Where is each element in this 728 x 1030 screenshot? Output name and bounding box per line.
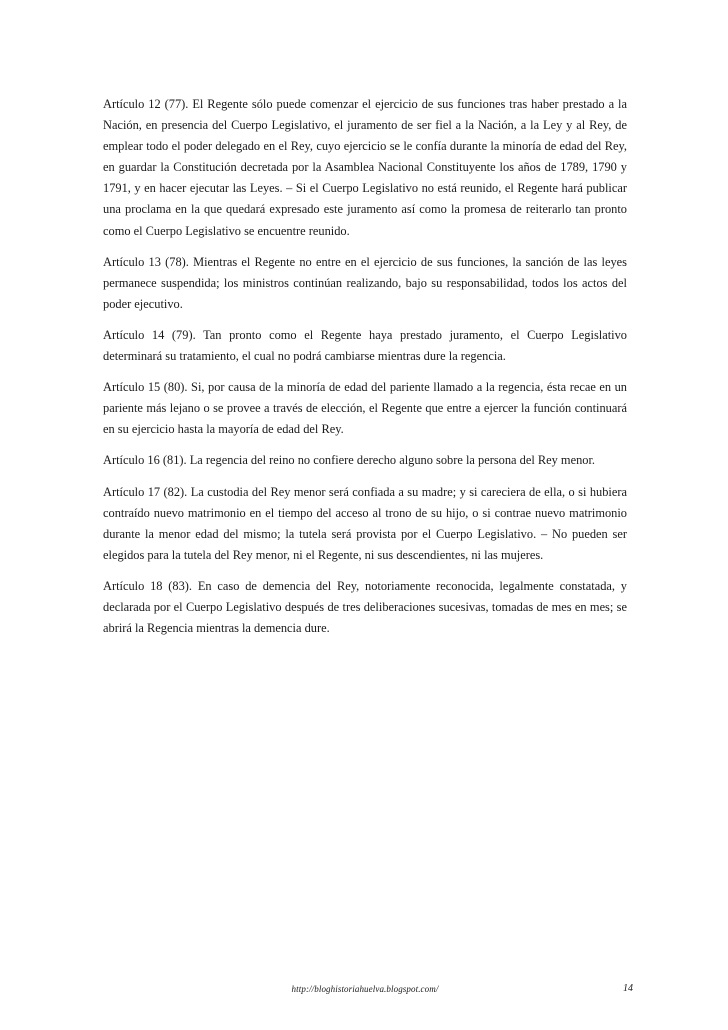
page-body <box>103 94 627 649</box>
article-18: Artículo 18 (83). En caso de demencia del Rey, notoriamente reconocida, legalmente constatada, y declarada por el Cuerpo Legislativo después de tres deliberaciones sucesivas, tomadas de mes en mes; se abrirá la Regencia mientras la demencia dure. <box>103 578 627 636</box>
page-number: 14 <box>623 983 633 994</box>
page-footer <box>103 981 633 1001</box>
article-12: Artículo 12 (77). El Regente sólo puede comenzar el ejercicio de sus funciones tras haber prestado a la Nación, en presencia del Cuerpo Legislativo, el juramento de ser fiel a la Nación, a la Ley y al Rey, de emplear todo el poder delegado en el Rey, cuyo ejercicio se le confía durante la minoría de edad del Rey, en guardar la Constitución decretada por la Asamblea Nacional Constituyente los años de 1789, 1790 y 1791, y en hacer ejecutar las Leyes. – Si el Cuerpo Legislativo no está reunido, el Regente hará publicar una proclama en la que quedará expresado este juramento así como la promesa de reiterarlo tan pronto como el Cuerpo Legislativo se encuentre reunido. <box>103 97 627 238</box>
article-16: Artículo 16 (81). La regencia del reino no confiere derecho alguno sobre la persona del Rey menor. <box>103 453 595 468</box>
article-13: Artículo 13 (78). Mientras el Regente no entre en el ejercicio de sus funciones, la sanción de las leyes permanece suspendida; los ministros continúan realizando, bajo su responsabilidad, todos los actos del poder ejecutivo. <box>103 254 627 311</box>
article-15: Artículo 15 (80). Si, por causa de la minoría de edad del pariente llamado a la regencia, ésta recae en un pariente más lejano o se provee a través de elección, el Regente que entre a ejercer la función continuará en su ejercicio hasta la mayoría de edad del Rey. <box>103 380 627 437</box>
footer-url: http://bloghistoriahuelva.blogspot.com/ <box>291 984 439 994</box>
article-17: Artículo 17 (82). La custodia del Rey menor será confiada a su madre; y si careciera de ella, o si hubiera contraído nuevo matrimonio en el tiempo del acceso al trono de su hijo, o si contrae nuevo matrimonio durante la menor edad del mismo; la tutela será provista por el Cuerpo Legislativo. – No pueden ser elegidos para la tutela del Rey menor, ni el Regente, ni sus descendientes, ni las mujeres. <box>103 484 627 562</box>
article-14: Artículo 14 (79). Tan pronto como el Regente haya prestado juramento, el Cuerpo Legislativo determinará su tratamiento, el cual no podrá cambiarse mientras dure la regencia. <box>103 327 627 364</box>
